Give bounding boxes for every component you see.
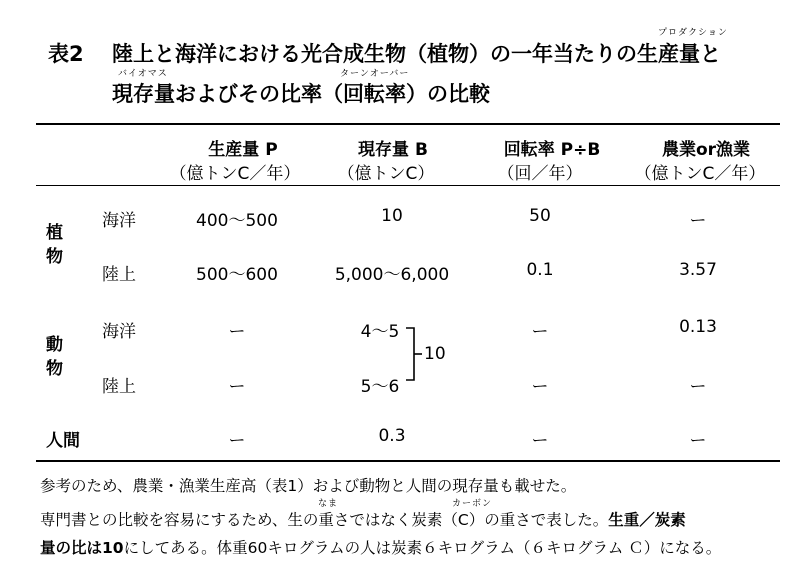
sub-animal-ocean: 海洋 [102, 322, 136, 342]
ruby-nama: なま [318, 499, 339, 509]
cell-plant-ocean-turnover: 50 [529, 206, 551, 226]
note-line-3-text: にしてある。体重60キログラムの人は炭素６キログラム（６キログラム Ｃ）になる。 [123, 539, 722, 557]
note-line-3-ratio: 10 [102, 539, 124, 557]
note-line-2-text: 専門書との比較を容易にするため、生の重さではなく炭素（C）の重さで表した。 [40, 511, 609, 529]
ruby-carbon: カーボン [452, 499, 493, 509]
header-agri-fish: 農業or漁業 [661, 140, 751, 160]
cell-human-production: ー [228, 431, 246, 451]
cell-animal-land-turnover: ー [531, 377, 549, 397]
cell-plant-ocean-production: 400〜500 [196, 211, 278, 231]
group-animals-2: 物 [46, 359, 63, 379]
bracket-total: 10 [424, 344, 446, 364]
sub-plant-land: 陸上 [102, 265, 136, 285]
cell-human-turnover: ー [531, 431, 549, 451]
cell-plant-land-biomass: 5,000〜6,000 [334, 265, 450, 285]
header-agri-fish-unit: （億トンC／年） [634, 164, 766, 184]
group-plants-2: 物 [46, 247, 63, 267]
cell-animal-land-agri: ー [689, 377, 707, 397]
cell-plant-land-agri: 3.57 [679, 260, 717, 280]
header-biomass: 現存量 B [358, 140, 428, 160]
header-turnover: 回転率 P÷B [503, 140, 601, 160]
cell-animal-ocean-turnover: ー [531, 322, 549, 342]
note-line-2 [40, 508, 686, 530]
header-production: 生産量 P [208, 140, 278, 160]
sub-plant-ocean: 海洋 [102, 211, 136, 231]
sub-animal-land: 陸上 [102, 377, 136, 397]
header-biomass-unit: （億トンC） [337, 164, 435, 184]
cell-animal-land-biomass: 5〜6 [360, 377, 400, 397]
cell-animal-land-production: ー [228, 377, 246, 397]
cell-animal-ocean-biomass: 4〜5 [360, 322, 400, 342]
title-line-1: 陸上と海洋における光合成生物（植物）の一年当たりの生産量と [112, 42, 721, 66]
biomass-bracket [404, 320, 424, 388]
cell-human-agri: ー [689, 431, 707, 451]
ruby-biomass: バイオマス [118, 69, 168, 79]
note-line-3-start: 量の比は [40, 539, 103, 557]
table-bottom-rule [36, 460, 780, 462]
table-label: 表2 [48, 42, 84, 66]
table-top-rule [36, 123, 780, 125]
header-production-unit: （億トンC／年） [169, 164, 301, 184]
note-line-1: 参考のため、農業・漁業生産高（表1）および動物と人間の現存量も載せた。 [40, 477, 577, 495]
header-turnover-unit: （回／年） [497, 164, 583, 184]
ruby-production: プロダクション [658, 28, 728, 38]
cell-plant-ocean-agri: ー [689, 211, 707, 231]
title-line-2: 現存量およびその比率（回転率）の比較 [112, 82, 490, 106]
note-line-2-emph: 生重／炭素 [608, 511, 686, 529]
table-header-rule [36, 185, 780, 186]
cell-human-biomass: 0.3 [378, 426, 406, 446]
group-plants-1: 植 [46, 223, 63, 243]
cell-plant-land-production: 500〜600 [196, 265, 278, 285]
note-line-3 [40, 536, 721, 558]
cell-animal-ocean-production: ー [228, 322, 246, 342]
group-animals-1: 動 [46, 335, 63, 355]
ruby-turnover: ターンオーバー [340, 69, 410, 79]
group-humans: 人間 [46, 431, 80, 451]
cell-animal-ocean-agri: 0.13 [679, 317, 717, 337]
cell-plant-ocean-biomass: 10 [381, 206, 403, 226]
cell-plant-land-turnover: 0.1 [526, 260, 554, 280]
